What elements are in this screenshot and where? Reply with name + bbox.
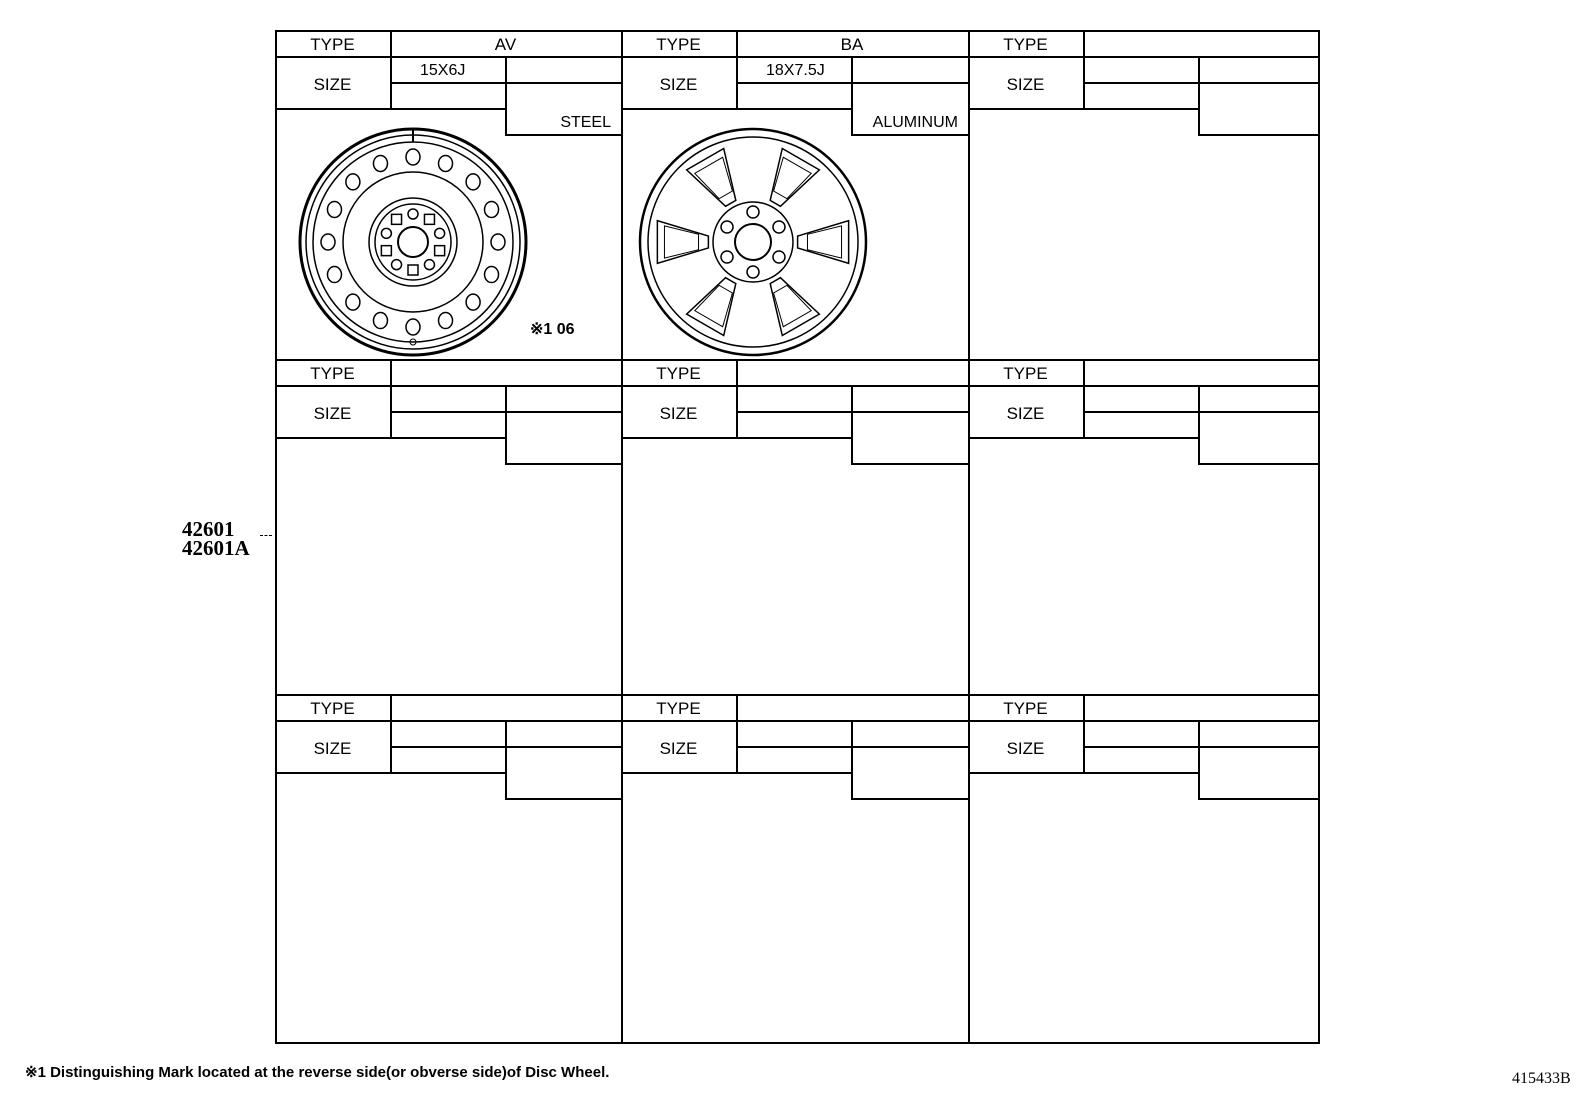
label-divider bbox=[1083, 30, 1085, 108]
size-label: SIZE bbox=[313, 739, 352, 758]
material-row-line bbox=[1198, 463, 1320, 465]
label-divider bbox=[390, 359, 392, 437]
steel-wheel-drawing bbox=[293, 122, 533, 362]
size-row-line bbox=[968, 108, 1198, 110]
size-row-line bbox=[968, 772, 1198, 774]
type-row-line bbox=[275, 385, 621, 387]
label-divider bbox=[390, 694, 392, 772]
type-label: TYPE bbox=[1003, 35, 1048, 54]
size-row-line bbox=[621, 437, 851, 439]
size-label: SIZE bbox=[313, 404, 352, 423]
size-label: SIZE bbox=[1006, 404, 1045, 423]
material-row-line bbox=[851, 798, 968, 800]
label-divider bbox=[736, 694, 738, 772]
value-divider bbox=[1198, 385, 1200, 463]
distinguishing-mark: ※1 06 bbox=[530, 321, 575, 338]
size-row-line bbox=[621, 772, 851, 774]
row-divider bbox=[275, 359, 1320, 361]
material-row-line bbox=[505, 463, 621, 465]
size-row-line bbox=[275, 437, 505, 439]
type-label: TYPE bbox=[656, 699, 701, 718]
size-mid-line bbox=[1083, 746, 1320, 748]
size-value: 18X7.5J bbox=[766, 62, 825, 79]
value-divider bbox=[851, 720, 853, 798]
row-divider bbox=[275, 694, 1320, 696]
size-value: 15X6J bbox=[420, 62, 466, 79]
type-value: AV bbox=[494, 35, 517, 54]
type-row-line bbox=[968, 385, 1320, 387]
type-row-line bbox=[275, 720, 621, 722]
type-label: TYPE bbox=[310, 35, 355, 54]
material-row-line bbox=[851, 463, 968, 465]
size-row-line bbox=[621, 108, 851, 110]
label-divider bbox=[1083, 694, 1085, 772]
type-row-line bbox=[621, 385, 968, 387]
size-label: SIZE bbox=[659, 75, 698, 94]
part-number-primary: 42601 bbox=[182, 517, 235, 541]
footnote: ※1 Distinguishing Mark located at the reverse side(or obverse side)of Disc Wheel. bbox=[25, 1064, 610, 1081]
material-value: STEEL bbox=[560, 114, 611, 131]
size-row-line bbox=[275, 108, 505, 110]
type-label: TYPE bbox=[310, 364, 355, 383]
size-mid-line bbox=[1083, 411, 1320, 413]
label-divider bbox=[736, 359, 738, 437]
size-label: SIZE bbox=[313, 75, 352, 94]
size-row-line bbox=[968, 437, 1198, 439]
material-row-line bbox=[1198, 798, 1320, 800]
part-number-alternate: 42601A bbox=[182, 536, 250, 560]
type-row-line bbox=[621, 56, 968, 58]
type-row-line bbox=[275, 56, 621, 58]
type-label: TYPE bbox=[656, 364, 701, 383]
type-row-line bbox=[968, 56, 1320, 58]
type-row-line bbox=[621, 720, 968, 722]
leader-line bbox=[260, 535, 272, 536]
material-row-line bbox=[505, 798, 621, 800]
type-label: TYPE bbox=[1003, 364, 1048, 383]
value-divider bbox=[1198, 720, 1200, 798]
value-divider bbox=[851, 385, 853, 463]
material-value: ALUMINUM bbox=[872, 114, 958, 131]
type-label: TYPE bbox=[310, 699, 355, 718]
aluminum-wheel-drawing bbox=[633, 122, 873, 362]
type-value: BA bbox=[840, 35, 864, 54]
material-row-line bbox=[1198, 134, 1320, 136]
type-label: TYPE bbox=[1003, 699, 1048, 718]
type-label: TYPE bbox=[656, 35, 701, 54]
size-mid-line bbox=[1083, 82, 1320, 84]
drawing-id: 415433B bbox=[1512, 1070, 1571, 1087]
value-divider bbox=[505, 385, 507, 463]
value-divider bbox=[1198, 56, 1200, 134]
size-label: SIZE bbox=[659, 404, 698, 423]
type-row-line bbox=[968, 720, 1320, 722]
value-divider bbox=[505, 720, 507, 798]
size-row-line bbox=[275, 772, 505, 774]
size-label: SIZE bbox=[1006, 75, 1045, 94]
size-label: SIZE bbox=[1006, 739, 1045, 758]
label-divider bbox=[1083, 359, 1085, 437]
size-label: SIZE bbox=[659, 739, 698, 758]
